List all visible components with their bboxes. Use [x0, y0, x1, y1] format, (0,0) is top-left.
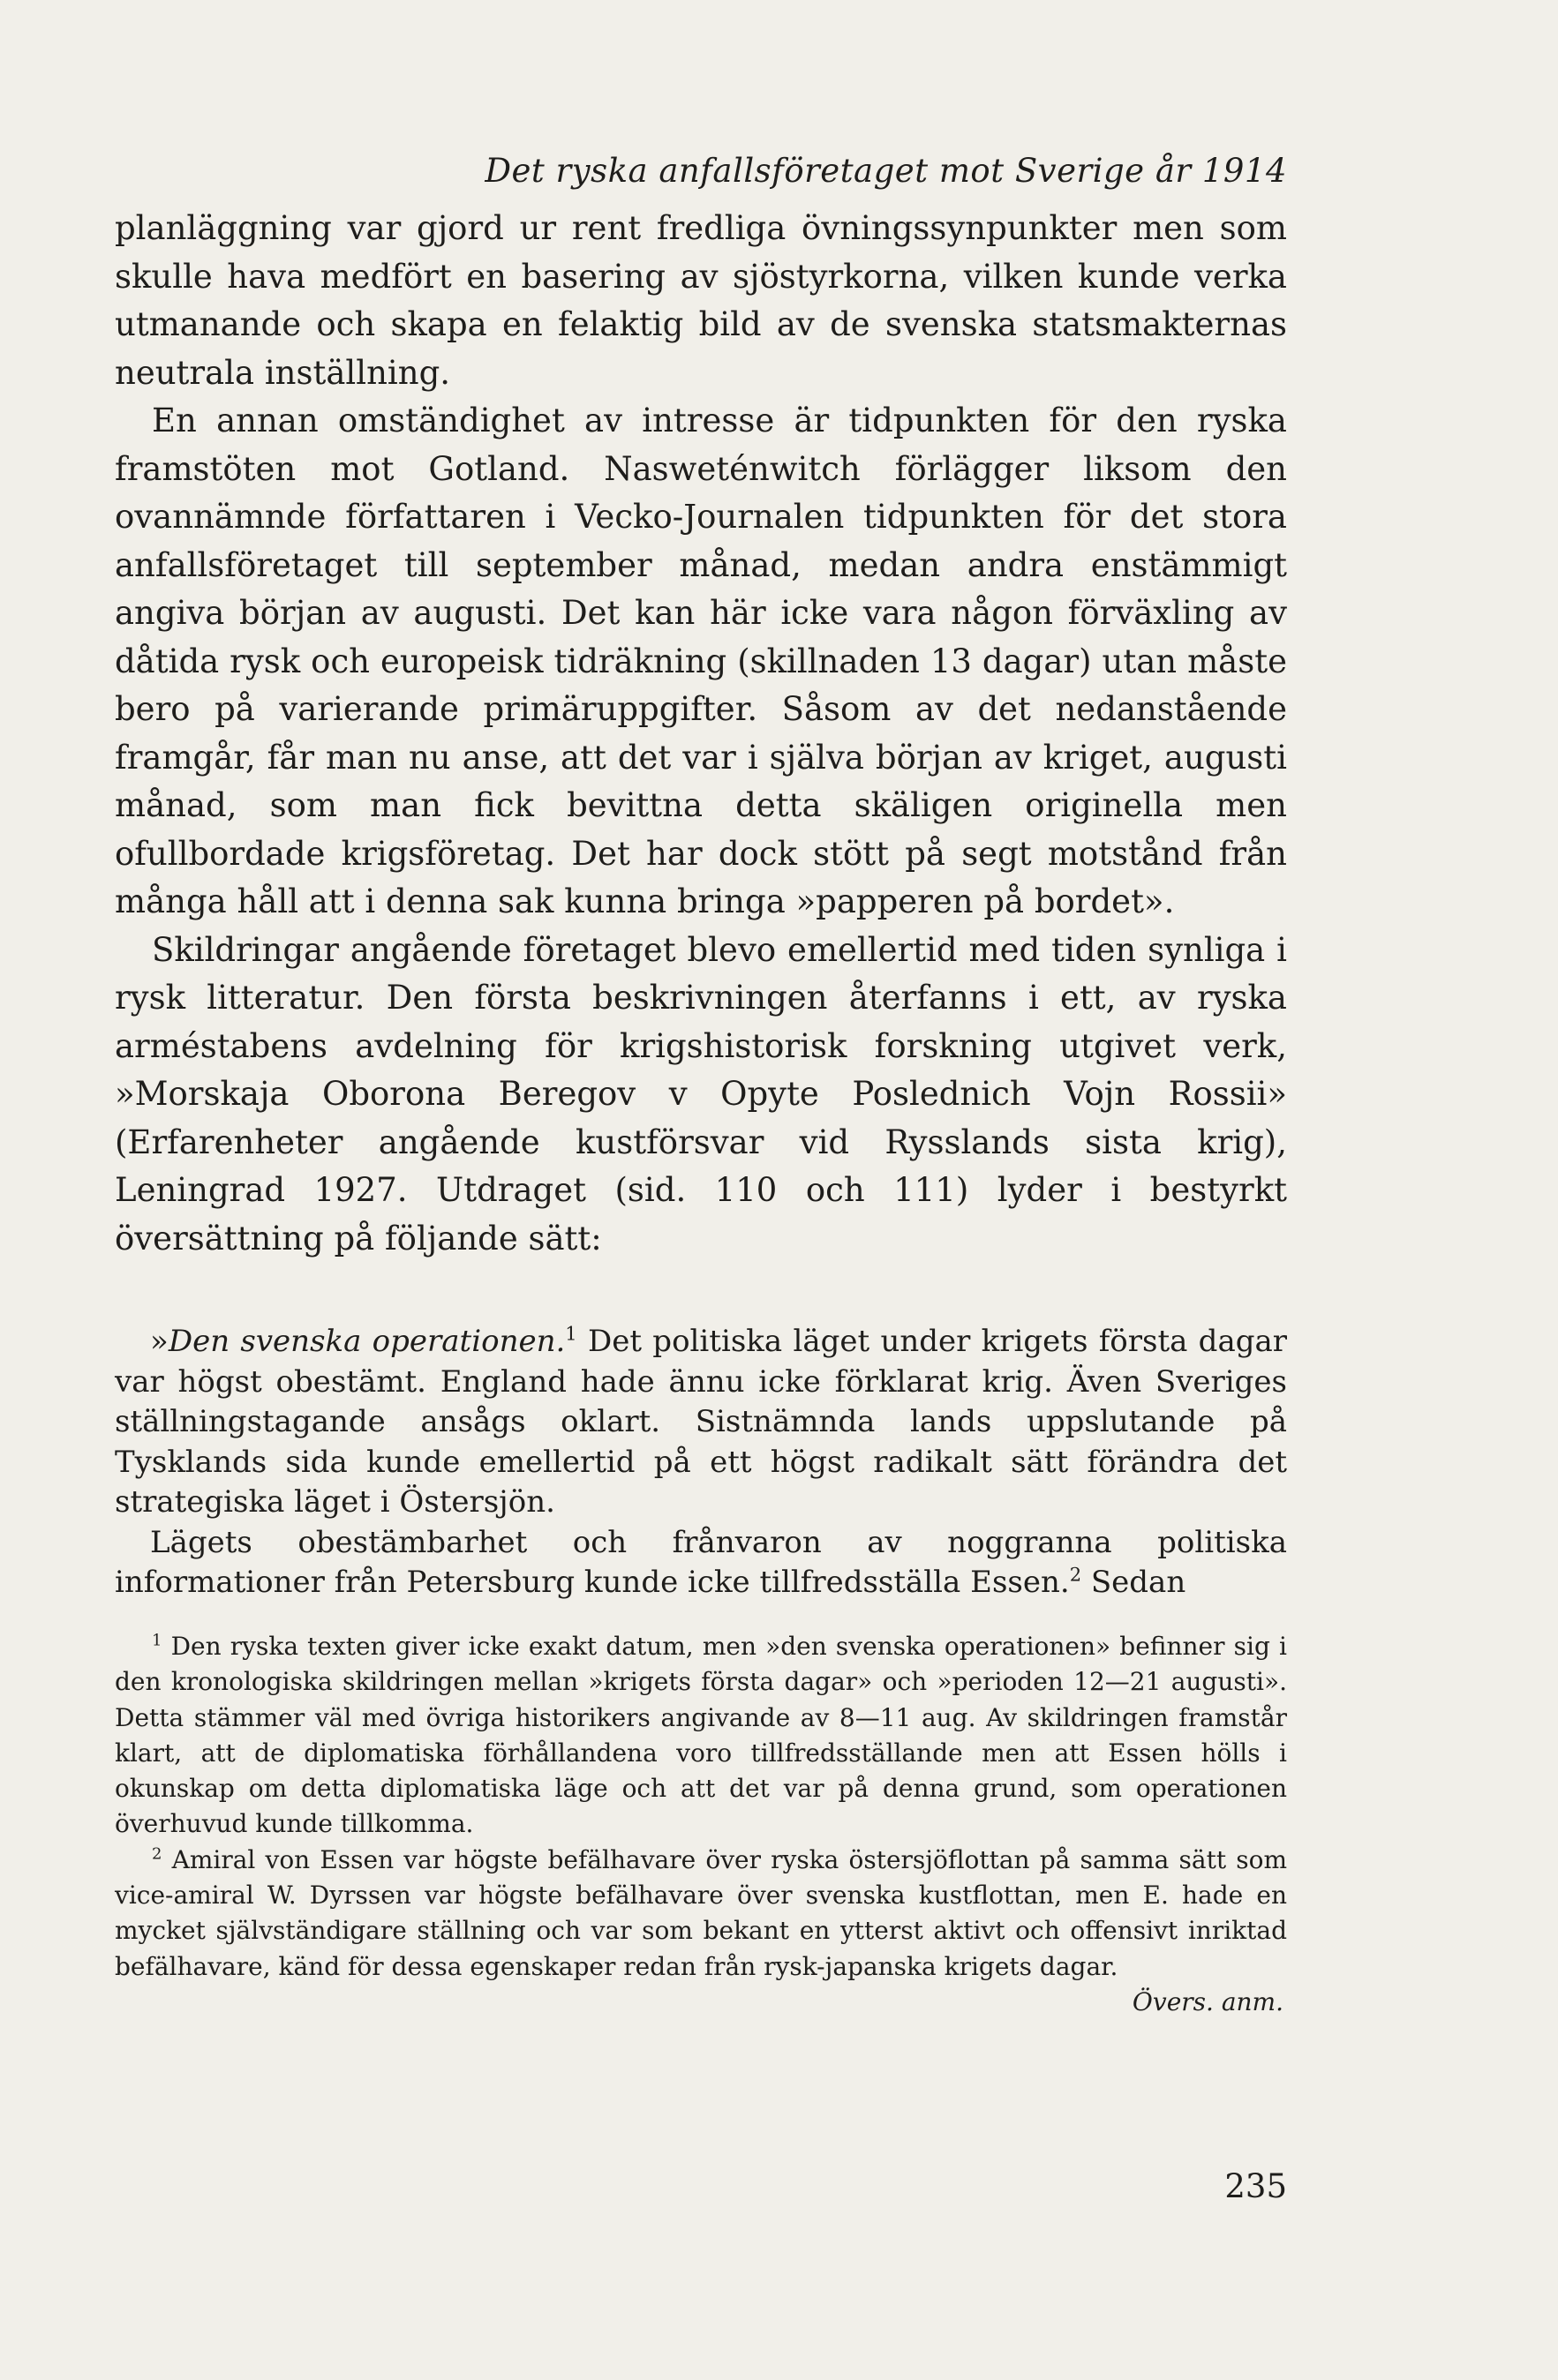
translator-note: Övers. anm.	[1132, 1986, 1283, 2016]
paragraph-2: En annan omständighet av intresse är tidpunkten för den ryska framstöten mot Gotland. Nasweténwitch förlägger liksom den ovannämnde författaren i Vecko-Journalen tidpunkten för det stora anfallsföretaget till september månad, medan andra enstämmigt angiva början av augusti. Det kan här icke vara någon förväxling av dåtida rysk och europeisk tidräkning (skillnaden 13 dagar) utan måste bero på varierande primäruppgifter. Såsom av det nedanstående framgår, får man nu anse, att det var i själva början av kriget, augusti månad, som man fick bevittna detta skäligen originella men ofullbordade krigsföretag. Det har dock stött på segt motstånd från många håll att i denna sak kunna bringa »papperen på bordet».	[115, 402, 1287, 920]
footnote-1-text: Den ryska texten giver icke exakt datum, men »den svenska operationen» befinner sig i den kronologiska skildringen mellan »krigets första dagar» och »perioden 12—21 augusti». Detta stämmer väl med övriga historikers angivande av 8—11 aug. Av skildringen framstår klart, att de diplomatiska förhållandena voro tillfredsställande men att Essen hölls i okunskap om detta diplomatiska läge och att det var på denna grund, som operationen överhuvud kunde tillkomma.	[115, 1632, 1287, 1839]
footnotes	[115, 1629, 1287, 2020]
footnote-1	[115, 1629, 1287, 1843]
footnote-1-mark: 1	[152, 1631, 162, 1650]
quote-paragraph-2-text: Lägets obestämbarhet och frånvaron av noggranna politiska informationer från Petersburg kunde icke tillfredsställa Essen.	[115, 1524, 1287, 1600]
footnote-2-mark: 2	[152, 1844, 162, 1864]
quote-open-mark: »	[150, 1324, 169, 1359]
footnote-2	[115, 1843, 1287, 2016]
quote-paragraph-2	[115, 1523, 1287, 1603]
quote-title: Den svenska operationen.	[168, 1324, 566, 1359]
quote-paragraph-1	[115, 1322, 1287, 1523]
quoted-translation	[115, 1322, 1287, 1603]
quote-paragraph-2-end: Sedan	[1081, 1565, 1186, 1600]
footnote-ref-1: 1	[565, 1323, 577, 1345]
footnote-2-text: Amiral von Essen var högste befälhavare över ryska östersjöflottan på samma sätt som vice-amiral W. Dyrssen var högste befälhavare över svenska kustflottan, men E. hade en mycket självständigare ställning och var som bekant en ytterst aktivt och offensivt inriktad befälhavare, känd för dessa egenskaper redan från rysk-japanska krigets dagar.	[115, 1844, 1287, 1981]
running-head: Det ryska anfallsföretaget mot Sverige år 1914	[485, 152, 1287, 190]
page-number: 235	[1224, 2167, 1287, 2205]
paragraph-1: planläggning var gjord ur rent fredliga övningssynpunkter men som skulle hava medfört en basering av sjöstyrkorna, vilken kunde verka utmanande och skapa en felaktig bild av de svenska statsmakternas neutrala inställning.	[115, 209, 1287, 392]
body-text	[115, 205, 1287, 1263]
paragraph-3: Skildringar angående företaget blevo emellertid med tiden synliga i rysk litteratur. Den första beskrivningen återfanns i ett, av ryska arméstabens avdelning för krigshistorisk forskning utgivet verk, »Morskaja Oborona Beregov v Opyte Poslednich Vojn Rossii» (Erfarenheter angående kustförsvar vid Rysslands sista krig), Leningrad 1927. Utdraget (sid. 110 och 111) lyder i bestyrkt översättning på följande sätt:	[115, 930, 1287, 1258]
footnote-ref-2: 2	[1069, 1564, 1082, 1586]
quote-paragraph-1-text: Det politiska läget under krigets första dagar var högst obestämt. England hade ännu icke förklarat krig. Även Sveriges ställningstagande ansågs oklart. Sistnämnda lands uppslutande på Tysklands sida kunde emellertid på ett högst radikalt sätt förändra det strategiska läget i Östersjön.	[115, 1324, 1288, 1520]
